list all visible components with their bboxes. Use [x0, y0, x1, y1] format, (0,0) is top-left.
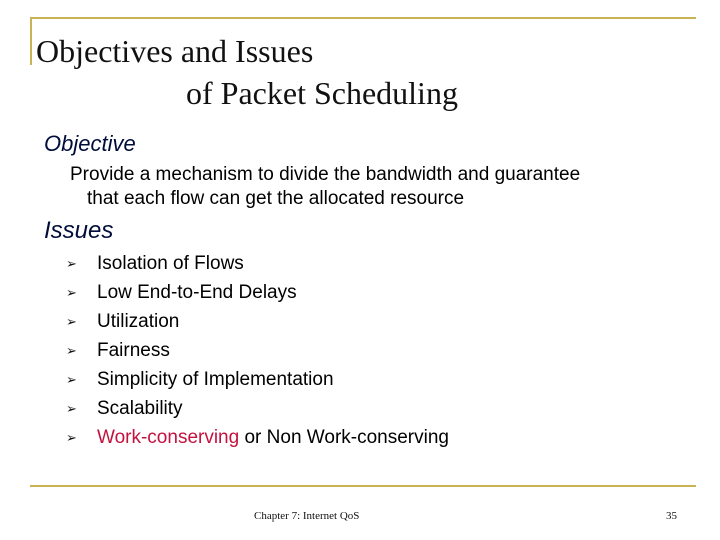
objective-text-line-1: Provide a mechanism to divide the bandwidth and guarantee	[70, 164, 581, 185]
title-line-2: of Packet Scheduling	[186, 75, 458, 111]
arrowhead-bullet-icon: ➢	[66, 343, 77, 358]
list-item	[66, 394, 449, 423]
arrowhead-bullet-icon: ➢	[66, 430, 77, 445]
left-rule	[30, 17, 32, 65]
objective-text-line-2: that each flow can get the allocated resource	[87, 188, 465, 209]
issue-label: Scalability	[97, 398, 183, 419]
issue-label: Fairness	[97, 340, 170, 361]
issue-label: Simplicity of Implementation	[97, 369, 334, 390]
issues-heading: Issues	[44, 217, 114, 244]
arrowhead-bullet-icon: ➢	[66, 256, 77, 271]
arrowhead-bullet-icon: ➢	[66, 401, 77, 416]
issue-label: Utilization	[97, 311, 180, 332]
title-line-1: Objectives and Issues	[36, 33, 314, 69]
list-item	[66, 249, 449, 278]
list-item	[66, 423, 449, 452]
arrowhead-bullet-icon: ➢	[66, 314, 77, 329]
issues-list	[66, 249, 449, 452]
arrowhead-bullet-icon: ➢	[66, 372, 77, 387]
issue-label: Low End-to-End Delays	[97, 282, 297, 303]
objective-heading: Objective	[44, 131, 136, 156]
footer-chapter: Chapter 7: Internet QoS	[254, 510, 360, 522]
issue-label: Isolation of Flows	[97, 253, 244, 274]
issue-highlight: Work-conserving	[97, 427, 240, 448]
arrowhead-bullet-icon: ➢	[66, 285, 77, 300]
objective-text	[70, 163, 690, 211]
top-rule	[30, 17, 696, 19]
list-item	[66, 336, 449, 365]
footer-rule	[30, 485, 696, 487]
slide-title	[36, 30, 676, 114]
list-item	[66, 365, 449, 394]
list-item	[66, 307, 449, 336]
list-item	[66, 278, 449, 307]
page-number: 35	[666, 510, 677, 522]
issue-label-rest: or Non Work-conserving	[239, 427, 449, 448]
